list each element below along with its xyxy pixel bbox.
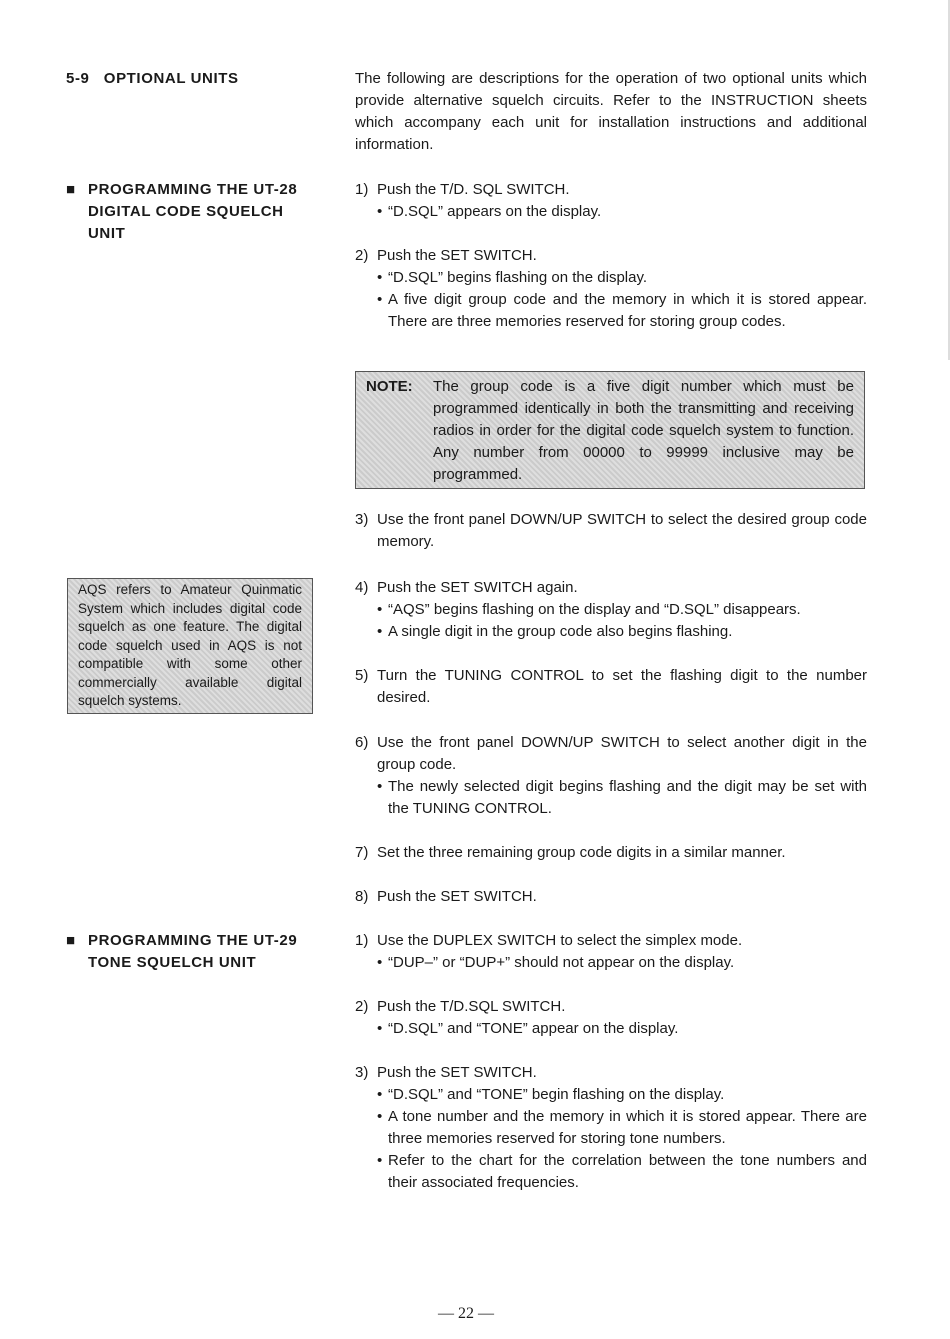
heading-line: TONE SQUELCH UNIT (88, 954, 257, 971)
heading-line: PROGRAMMING THE UT-29 (88, 932, 298, 949)
bullet-icon: • (377, 269, 383, 286)
step (355, 179, 867, 223)
step-number: 2) (355, 247, 369, 264)
step (355, 732, 867, 820)
step-text: Set the three remaining group code digits in a similar manner. (377, 844, 786, 861)
bullet-icon: • (377, 1152, 383, 1169)
step-number: 5) (355, 667, 369, 684)
bullet-icon: • (377, 954, 383, 971)
step (355, 509, 867, 553)
page-number: — 22 — (438, 1305, 494, 1322)
bullet-icon: • (377, 1086, 383, 1103)
step-text: Push the SET SWITCH again. (377, 579, 578, 596)
step-number: 4) (355, 579, 369, 596)
square-bullet-icon: ■ (66, 932, 76, 949)
step-text: Push the T/D. SQL SWITCH. (377, 181, 570, 198)
bullet-icon: • (377, 601, 383, 618)
note-text: The group code is a five digit number which must be programmed identically in both the transmitting and receiving radios in order for the digital code squelch system to function. Any number from 00000 to 99999 inclusive may be programmed. (433, 378, 854, 483)
step-number: 1) (355, 181, 369, 198)
step-number: 7) (355, 844, 369, 861)
bullet-text: “D.SQL” and “TONE” begin flashing on the display. (388, 1086, 725, 1103)
intro-paragraph: The following are descriptions for the operation of two optional units which provide alternative squelch circuits. Refer to the INSTRUCTION sheets which accompany each unit for installation instructions and additional information. (355, 70, 867, 153)
bullet-icon: • (377, 623, 383, 640)
step-text: Use the front panel DOWN/UP SWITCH to select the desired group code memory. (377, 511, 867, 550)
heading-line: UNIT (88, 225, 126, 242)
ut29-heading (66, 930, 336, 974)
step-number: 3) (355, 511, 369, 528)
bullet-text: “AQS” begins flashing on the display and “D.SQL” disappears. (388, 601, 801, 618)
bullet-icon: • (377, 203, 383, 220)
heading-line: PROGRAMMING THE UT-28 (88, 181, 298, 198)
bullet-icon: • (377, 778, 383, 795)
step (355, 886, 867, 908)
step-text: Use the DUPLEX SWITCH to select the simplex mode. (377, 932, 743, 949)
bullet-text: Refer to the chart for the correlation between the tone numbers and their associated frequencies. (388, 1152, 867, 1191)
section-heading (66, 68, 239, 90)
bullet-icon: • (377, 1020, 383, 1037)
step-text: Push the SET SWITCH. (377, 247, 537, 264)
step-number: 1) (355, 932, 369, 949)
step-number: 2) (355, 998, 369, 1015)
ut28-heading (66, 179, 336, 245)
bullet-text: A five digit group code and the memory in which it is stored appear. There are three memories reserved for storing group codes. (388, 291, 867, 330)
step-text: Push the SET SWITCH. (377, 1064, 537, 1081)
step-number: 6) (355, 734, 369, 751)
bullet-icon: • (377, 291, 383, 308)
section-number: 5-9 (66, 70, 90, 87)
bullet-text: A single digit in the group code also begins flashing. (388, 623, 733, 640)
step-number: 3) (355, 1064, 369, 1081)
step-text: Push the SET SWITCH. (377, 888, 537, 905)
step-text: Turn the TUNING CONTROL to set the flashing digit to the number desired. (377, 667, 867, 706)
bullet-text: “D.SQL” begins flashing on the display. (388, 269, 648, 286)
step (355, 930, 867, 974)
aqs-sidenote: AQS refers to Amateur Quinmatic System which includes digital code squelch as one feature. The digital code squelch used in AQS is not compatible with some other commercially available digital squelch systems. (67, 578, 313, 714)
note-box (355, 371, 865, 489)
bullet-text: “D.SQL” appears on the display. (388, 203, 602, 220)
step (355, 665, 867, 709)
bullet-icon: • (377, 1108, 383, 1125)
bullet-text: “DUP–” or “DUP+” should not appear on the display. (388, 954, 735, 971)
step (355, 996, 867, 1040)
step (355, 842, 867, 864)
step-text: Use the front panel DOWN/UP SWITCH to select another digit in the group code. (377, 734, 867, 773)
note-label: NOTE: (366, 378, 413, 395)
step (355, 577, 867, 643)
section-title: OPTIONAL UNITS (103, 70, 239, 87)
step (355, 245, 867, 333)
step (355, 1062, 867, 1194)
bullet-text: The newly selected digit begins flashing and the digit may be set with the TUNING CONTROL. (388, 778, 867, 817)
bullet-text: A tone number and the memory in which it is stored appear. There are three memories reserved for storing tone numbers. (388, 1108, 867, 1147)
step-text: Push the T/D.SQL SWITCH. (377, 998, 566, 1015)
step-number: 8) (355, 888, 369, 905)
square-bullet-icon: ■ (66, 181, 76, 198)
heading-line: DIGITAL CODE SQUELCH (88, 203, 284, 220)
bullet-text: “D.SQL” and “TONE” appear on the display. (388, 1020, 679, 1037)
